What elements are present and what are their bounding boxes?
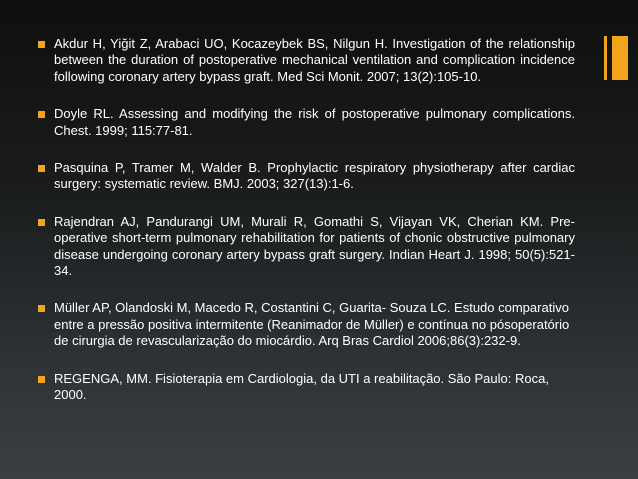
square-bullet-icon (38, 165, 45, 172)
square-bullet-icon (38, 305, 45, 312)
reference-item (38, 160, 575, 193)
reference-text: Doyle RL. Assessing and modifying the risk of postoperative pulmonary complications. Chest. 1999; 115:77-81. (54, 106, 575, 138)
reference-item (38, 300, 575, 349)
square-bullet-icon (38, 111, 45, 118)
square-bullet-icon (38, 41, 45, 48)
reference-item (38, 36, 575, 85)
square-bullet-icon (38, 219, 45, 226)
reference-list (38, 36, 575, 425)
reference-item (38, 106, 575, 139)
square-bullet-icon (38, 376, 45, 383)
reference-text: REGENGA, MM. Fisioterapia em Cardiologia, da UTI a reabilitação. São Paulo: Roca, 2000. (54, 370, 549, 403)
reference-item (38, 214, 575, 280)
vertical-bars-icon (604, 36, 628, 80)
reference-text: Akdur H, Yiğit Z, Arabaci UO, Kocazeybek BS, Nilgun H. Investigation of the relationship between the duration of postoperative mechanical ventilation and complication incidence following coronary artery bypass graft. Med Sci Monit. 2007; 13(2):105-10. (54, 36, 575, 84)
reference-text: Müller AP, Olandoski M, Macedo R, Costantini C, Guarita- Souza LC. Estudo comparativo entre a pressão positiva intermitente (Reanimador de Müller) e contínua no pósoperatório de cirurgia de revascularização do miocárdio. Arq Bras Cardiol 2006;86(3):232-9. (54, 300, 570, 349)
brand-bar-thin (604, 36, 607, 80)
brand-bar-thick (612, 36, 628, 80)
reference-text: Rajendran AJ, Pandurangi UM, Murali R, Gomathi S, Vijayan VK, Cherian KM. Pre-operative short-term pulmonary rehabilitation for patients of chonic obstructive pulmonary disease undergoing coronary artery bypass graft surgery. Indian Heart J. 1998; 50(5):521-34. (54, 213, 575, 279)
reference-text: Pasquina P, Tramer M, Walder B. Prophylactic respiratory physiotherapy after cardiac surgery: systematic review. BMJ. 2003; 327(13):1-6. (54, 160, 575, 192)
reference-item (38, 371, 575, 404)
